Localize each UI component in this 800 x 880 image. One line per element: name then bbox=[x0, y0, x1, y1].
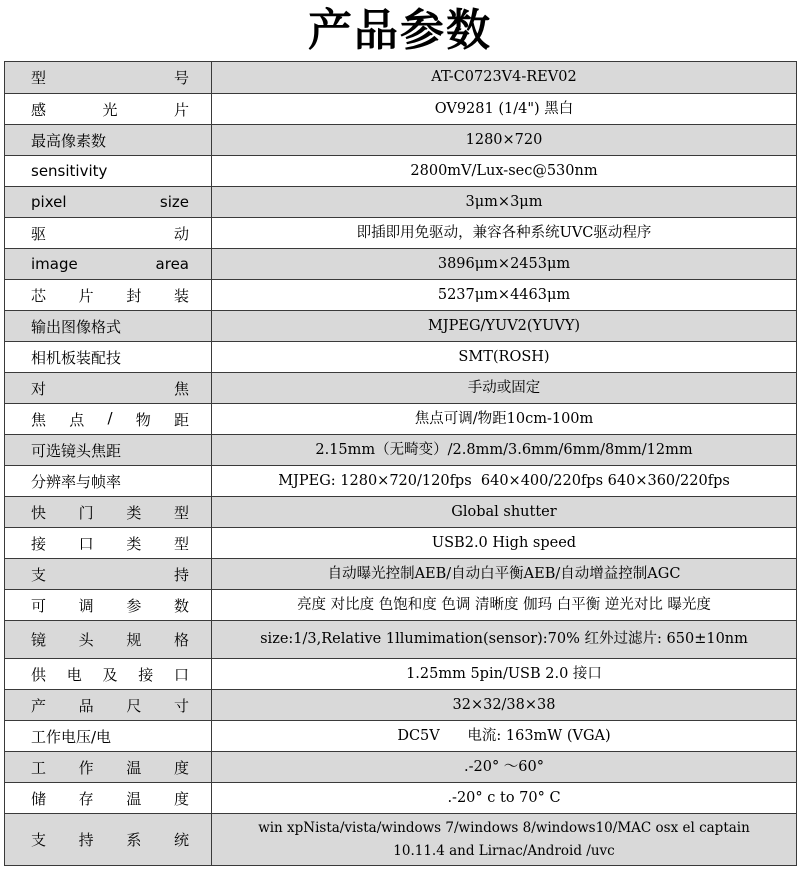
spec-label-part: 温 bbox=[126, 758, 142, 777]
spec-label-part: pixel bbox=[31, 193, 67, 211]
table-row bbox=[5, 62, 797, 94]
spec-label-cell bbox=[5, 280, 212, 311]
spec-value: MJPEG: 1280×720/120fps 640×400/220fps 640×360/220fps bbox=[278, 472, 730, 489]
spec-label-part: 作 bbox=[78, 758, 94, 777]
spec-label-part: image bbox=[31, 255, 78, 273]
spec-value-cell bbox=[212, 621, 797, 659]
spec-label-part: 存 bbox=[78, 789, 94, 808]
spec-label-cell bbox=[5, 783, 212, 814]
spec-value: 3896μm×2453μm bbox=[437, 255, 571, 272]
spec-label-part: 动 bbox=[173, 224, 189, 243]
spec-label-part: sensitivity bbox=[31, 162, 108, 180]
spec-label-part: 支 bbox=[31, 831, 47, 849]
spec-label-part: 型 bbox=[173, 503, 189, 522]
spec-value-cell bbox=[212, 311, 797, 342]
spec-label-part: 相机板装配技 bbox=[31, 348, 122, 367]
spec-value-cell bbox=[212, 156, 797, 187]
spec-value-cell bbox=[212, 466, 797, 497]
spec-label-part: 规 bbox=[126, 631, 142, 649]
spec-label-part: 片 bbox=[78, 286, 94, 305]
spec-label-part: 输出图像格式 bbox=[31, 317, 122, 336]
spec-label-part: 口 bbox=[173, 665, 189, 684]
spec-label-part: 品 bbox=[78, 696, 94, 715]
spec-value: DC5V 电流: 163mW (VGA) bbox=[397, 727, 611, 744]
spec-label-cell bbox=[5, 249, 212, 280]
spec-value-cell bbox=[212, 280, 797, 311]
spec-label-part: 门 bbox=[78, 503, 94, 522]
spec-label-part: 工作电压/电 bbox=[31, 727, 112, 746]
table-row bbox=[5, 404, 797, 435]
spec-label-part: 温 bbox=[126, 789, 142, 808]
spec-label-part: 装 bbox=[173, 286, 189, 305]
spec-label-cell bbox=[5, 94, 212, 125]
spec-value: 3μm×3μm bbox=[465, 193, 543, 210]
spec-label-part: 储 bbox=[31, 789, 47, 808]
spec-label-part: 镜 bbox=[31, 631, 47, 649]
spec-label-cell bbox=[5, 659, 212, 690]
spec-label-cell bbox=[5, 466, 212, 497]
spec-value: win xpNista/vista/windows 7/windows 8/windows10/MAC osx el captain bbox=[258, 819, 750, 836]
spec-label-part: 格 bbox=[173, 631, 189, 649]
spec-label-part: 电 bbox=[66, 665, 82, 684]
spec-value: 2800mV/Lux-sec@530nm bbox=[410, 162, 598, 179]
table-row bbox=[5, 156, 797, 187]
spec-value-cell bbox=[212, 814, 797, 866]
spec-value-cell bbox=[212, 342, 797, 373]
spec-value-cell bbox=[212, 373, 797, 404]
spec-value: 5237μm×4463μm bbox=[437, 286, 571, 303]
spec-label-cell bbox=[5, 590, 212, 621]
spec-label-cell bbox=[5, 311, 212, 342]
spec-value-cell bbox=[212, 528, 797, 559]
spec-value: 即插即用免驱动，兼容各种系统UVC驱动程序 bbox=[356, 224, 652, 241]
spec-label-part: 封 bbox=[126, 286, 142, 305]
table-row bbox=[5, 528, 797, 559]
table-row bbox=[5, 280, 797, 311]
spec-label-part: 焦 bbox=[173, 379, 189, 398]
spec-label-part: 持 bbox=[173, 565, 189, 584]
spec-value: 2.15mm（无畸变）/2.8mm/3.6mm/6mm/8mm/12mm bbox=[315, 441, 693, 458]
table-row bbox=[5, 559, 797, 590]
spec-label-cell bbox=[5, 435, 212, 466]
table-row bbox=[5, 690, 797, 721]
spec-label-part: 口 bbox=[78, 534, 94, 553]
table-row bbox=[5, 466, 797, 497]
spec-label-cell bbox=[5, 690, 212, 721]
spec-label-part: 度 bbox=[173, 758, 189, 777]
spec-label-part: 距 bbox=[173, 410, 189, 429]
spec-label-cell bbox=[5, 125, 212, 156]
spec-value-cell bbox=[212, 590, 797, 621]
spec-label-cell bbox=[5, 218, 212, 249]
spec-value: 1280×720 bbox=[465, 131, 543, 148]
spec-value: Global shutter bbox=[451, 503, 557, 520]
spec-label-cell bbox=[5, 156, 212, 187]
spec-label-part: 型 bbox=[31, 69, 47, 87]
spec-label-cell bbox=[5, 814, 212, 866]
spec-label-part: 产 bbox=[31, 696, 47, 715]
spec-value-cell bbox=[212, 497, 797, 528]
spec-value: .-20° c to 70° C bbox=[447, 789, 561, 806]
spec-label-part: 数 bbox=[173, 596, 189, 615]
spec-value: size:1/3,Relative 1llumimation(sensor):70% 红外过滤片: 650±10nm bbox=[260, 631, 748, 647]
spec-label-part: 点 bbox=[69, 410, 85, 429]
spec-label-part: 头 bbox=[78, 631, 94, 649]
spec-label-part: 片 bbox=[173, 100, 189, 119]
spec-value-line2: 10.11.4 and Lirnac/Android /uvc bbox=[393, 842, 615, 859]
table-row bbox=[5, 187, 797, 218]
spec-label-part: 类 bbox=[126, 503, 142, 522]
spec-label-part: area bbox=[155, 255, 189, 273]
spec-value-cell bbox=[212, 690, 797, 721]
table-row bbox=[5, 249, 797, 280]
spec-table bbox=[4, 61, 797, 866]
table-row bbox=[5, 342, 797, 373]
spec-label-part: 焦 bbox=[31, 410, 47, 429]
spec-label-part: 供 bbox=[31, 665, 47, 684]
spec-label-part: 类 bbox=[126, 534, 142, 553]
spec-label-part: 光 bbox=[102, 100, 118, 119]
spec-label-part: 统 bbox=[173, 831, 189, 849]
spec-label-part: 芯 bbox=[31, 286, 47, 305]
spec-value-cell bbox=[212, 559, 797, 590]
spec-value: 焦点可调/物距10cm-100m bbox=[414, 410, 594, 427]
spec-value-cell bbox=[212, 721, 797, 752]
spec-label-part: 及 bbox=[102, 665, 118, 684]
table-row bbox=[5, 621, 797, 659]
spec-label-part: 驱 bbox=[31, 224, 47, 243]
spec-value: AT-C0723V4-REV02 bbox=[431, 69, 577, 85]
spec-label-part: 工 bbox=[31, 758, 47, 777]
spec-value-cell bbox=[212, 62, 797, 94]
spec-label-part: 感 bbox=[31, 100, 47, 119]
spec-value: 手动或固定 bbox=[467, 379, 541, 396]
spec-label-part: 寸 bbox=[173, 696, 189, 715]
spec-label-part: size bbox=[159, 193, 189, 211]
spec-label-part: 可选镜头焦距 bbox=[31, 441, 122, 460]
spec-label-part: 尺 bbox=[126, 696, 142, 715]
table-row bbox=[5, 590, 797, 621]
table-row bbox=[5, 783, 797, 814]
spec-value: USB2.0 High speed bbox=[431, 534, 577, 551]
spec-value: 1.25mm 5pin/USB 2.0 接口 bbox=[406, 665, 602, 682]
spec-label-part: 支 bbox=[31, 565, 47, 584]
spec-label-cell bbox=[5, 404, 212, 435]
spec-value-cell bbox=[212, 659, 797, 690]
spec-label-cell bbox=[5, 342, 212, 373]
spec-label-cell bbox=[5, 721, 212, 752]
table-row bbox=[5, 218, 797, 249]
spec-label-part: 度 bbox=[173, 789, 189, 808]
table-row bbox=[5, 373, 797, 404]
spec-value: OV9281 (1/4") 黑白 bbox=[434, 100, 574, 117]
spec-label-part: 分辨率与帧率 bbox=[31, 472, 122, 491]
table-row bbox=[5, 311, 797, 342]
page-title: 产品参数 bbox=[308, 5, 492, 56]
spec-value-cell bbox=[212, 435, 797, 466]
spec-value-cell bbox=[212, 125, 797, 156]
spec-value: SMT(ROSH) bbox=[458, 348, 550, 365]
spec-value: 32×32/38×38 bbox=[452, 696, 556, 713]
table-row bbox=[5, 125, 797, 156]
spec-value-cell bbox=[212, 783, 797, 814]
spec-label-cell bbox=[5, 62, 212, 94]
spec-label-part: 可 bbox=[31, 596, 47, 615]
spec-label-part: 快 bbox=[31, 503, 47, 522]
spec-label-cell bbox=[5, 621, 212, 659]
spec-value: 自动曝光控制AEB/自动白平衡AEB/自动增益控制AGC bbox=[327, 565, 681, 582]
spec-label-part: 号 bbox=[173, 69, 189, 87]
spec-label-part: 型 bbox=[173, 534, 189, 553]
spec-value-cell bbox=[212, 752, 797, 783]
spec-label-part: 物 bbox=[135, 410, 151, 429]
spec-label-part: 系 bbox=[126, 831, 142, 849]
spec-label-part: / bbox=[107, 408, 113, 427]
spec-label-part: 持 bbox=[78, 831, 94, 849]
spec-label-part: 接 bbox=[31, 534, 47, 553]
table-row bbox=[5, 94, 797, 125]
spec-label-part: 参 bbox=[126, 596, 142, 615]
spec-label-cell bbox=[5, 559, 212, 590]
spec-label-cell bbox=[5, 187, 212, 218]
spec-value: MJPEG/YUV2(YUVY) bbox=[427, 317, 581, 334]
spec-label-cell bbox=[5, 497, 212, 528]
spec-value-cell bbox=[212, 249, 797, 280]
table-row bbox=[5, 497, 797, 528]
spec-value-cell bbox=[212, 94, 797, 125]
table-row bbox=[5, 435, 797, 466]
spec-label-part: 最高像素数 bbox=[31, 131, 107, 150]
spec-value: 亮度 对比度 色饱和度 色调 清晰度 伽玛 白平衡 逆光对比 曝光度 bbox=[297, 596, 711, 613]
spec-label-cell bbox=[5, 373, 212, 404]
spec-label-part: 接 bbox=[138, 665, 154, 684]
spec-label-part: 调 bbox=[78, 596, 94, 615]
spec-label-cell bbox=[5, 752, 212, 783]
spec-label-part: 对 bbox=[31, 379, 47, 398]
spec-value-cell bbox=[212, 218, 797, 249]
table-row bbox=[5, 752, 797, 783]
spec-value-cell bbox=[212, 187, 797, 218]
table-row bbox=[5, 721, 797, 752]
spec-value: .-20° ～60° bbox=[463, 758, 545, 775]
spec-value-cell bbox=[212, 404, 797, 435]
spec-label-cell bbox=[5, 528, 212, 559]
table-row bbox=[5, 814, 797, 866]
table-row bbox=[5, 659, 797, 690]
